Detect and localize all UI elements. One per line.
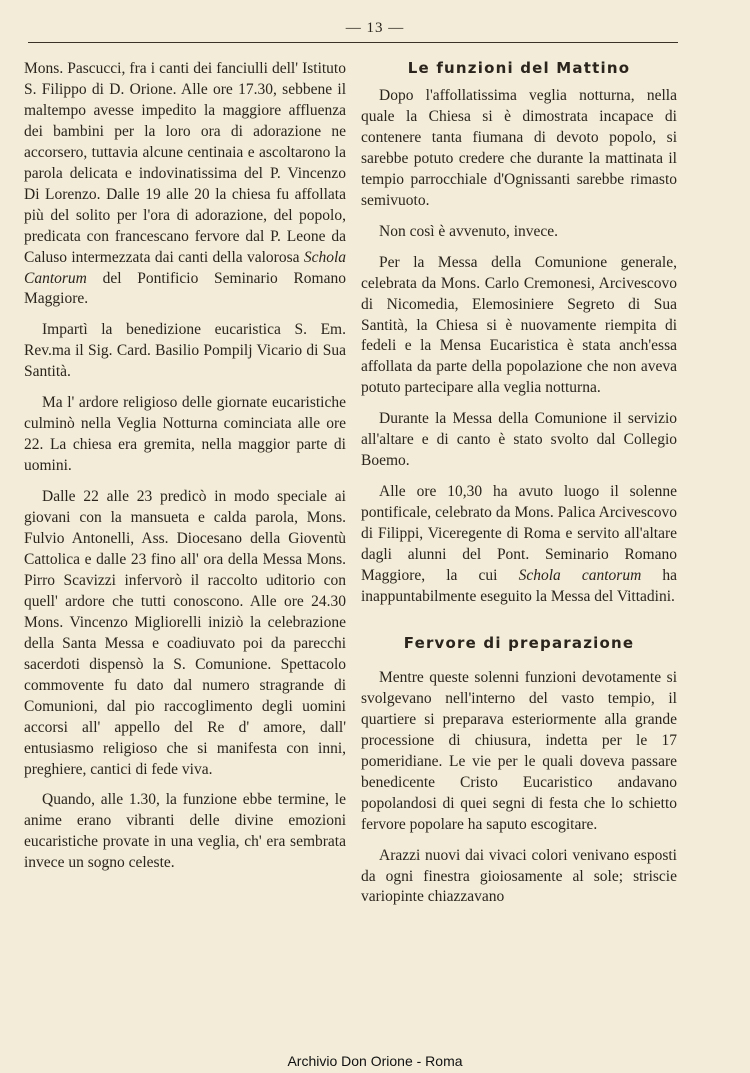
paragraph: Arazzi nuovi dai vivaci colori venivano esposti da ogni finestra gioiosamente al sole; striscie variopinte chiazzavano [361, 846, 677, 906]
paragraph: Non così è avvenuto, invece. [379, 222, 559, 240]
paragraph: Dalle 22 alle 23 predicò in modo speciale ai giovani con la mansueta e calda parola, Mons. Fulvio Antonelli, Ass. Diocesano della Gioventù Cattolica e dalle 23 fino all' ora della Messa Mons. Pirro Scavizzi infervorò il raccolto uditorio con quell' ardore che tutti conoscono. Alle ore 24.30 Mons. Vincenzo Migliorelli iniziò la celebrazione della Santa Messa e coadiuvato poi da parecchi sacerdoti dispensò la S. Comunione. Spettacolo commovente fu dato dal numero stragrande di Comunioni, dal pio raccoglimento degli uomini accorsi all' appello del Re d' amore, dall' entusiasmo religioso che si manifesta con inni, preghiere, cantici di fede viva. [24, 488, 346, 778]
right-column [361, 59, 677, 918]
paragraph: Ma l' ardore religioso delle giornate eucaristiche culminò nella Veglia Notturna cominciata alle ore 22. La chiesa era gremita, nella maggior parte di uomini. [24, 394, 346, 475]
paragraph: Alle ore 10,30 ha avuto luogo il solenne pontificale, celebrato da Mons. Palica Arcivescovo di Filippi, Viceregente di Roma e servito all'altare dagli alunni del Pont. Seminario Romano Maggiore, la cui Schola cantorum ha inappuntabilmente eseguito la Messa del Vittadini. [361, 483, 677, 605]
section-heading: Le funzioni del Mattino [407, 59, 631, 77]
paragraph: Dopo l'affollatissima veglia notturna, nella quale la Chiesa si è dimostrata incapace di contenere tanta fiumana di devoto popolo, si sarebbe potuto credere che durante la mattinata il tempio parrocchiale d'Ognissanti sarebbe rimasto semivuoto. [361, 87, 677, 209]
page-number: — 13 — [345, 20, 405, 36]
left-column [24, 59, 346, 884]
paragraph: Mentre queste solenni funzioni devotamente si svolgevano nell'interno del vasto tempio, il quartiere si preparava esteriormente alla grande processione di chiusura, indetta per le 17 pomeridiane. Le vie per le quali doveva passare benedicente Cristo Eucaristico andavano popolandosi di quei segni di festa che lo schietto fervore popolare ha saputo escogitare. [361, 668, 677, 833]
paragraph: Impartì la benedizione eucaristica S. Em. Rev.ma il Sig. Card. Basilio Pompilj Vicario di Sua Santità. [24, 321, 346, 381]
paragraph: Durante la Messa della Comunione il servizio all'altare e di canto è stato svolto dal Collegio Boemo. [361, 410, 677, 470]
archive-footer: Archivio Don Orione - Roma [287, 1053, 463, 1069]
paragraph: Per la Messa della Comunione generale, celebrata da Mons. Carlo Cremonesi, Arcivescovo di Nicomedia, Elemosiniere Segreto di Sua Santità, la Chiesa si è nuovamente riempita di fedeli e la Mensa Eucaristica è stata anch'essa affollata da parte della popolazione che non aveva potuto partecipare alla veglia notturna. [361, 253, 677, 397]
header-rule [28, 42, 678, 43]
paragraph: Mons. Pascucci, fra i canti dei fanciulli dell' Istituto S. Filippo di D. Orione. Alle ore 17.30, sebbene il maltempo avesse impedito la maggiore affluenza dei bambini per la loro ora di adorazione ne accorsero, tuttavia alcune centinaia e ascoltarono la parola delicata e indovinatissima del P. Vincenzo Di Lorenzo. Dalle 19 alle 20 la chiesa fu affollata più del solito per l'ora di adorazione, del popolo, predicata con francescano fervore dal P. Leone da Caluso intermezzata dai canti della valorosa Schola Cantorum del Pontificio Seminario Romano Maggiore. [24, 60, 346, 308]
section-heading: Fervore di preparazione [403, 633, 635, 652]
paragraph: Quando, alle 1.30, la funzione ebbe termine, le anime erano vibranti delle divine emozioni eucaristiche provate in una veglia, ch' era sembrata invece un sogno celeste. [24, 791, 346, 872]
